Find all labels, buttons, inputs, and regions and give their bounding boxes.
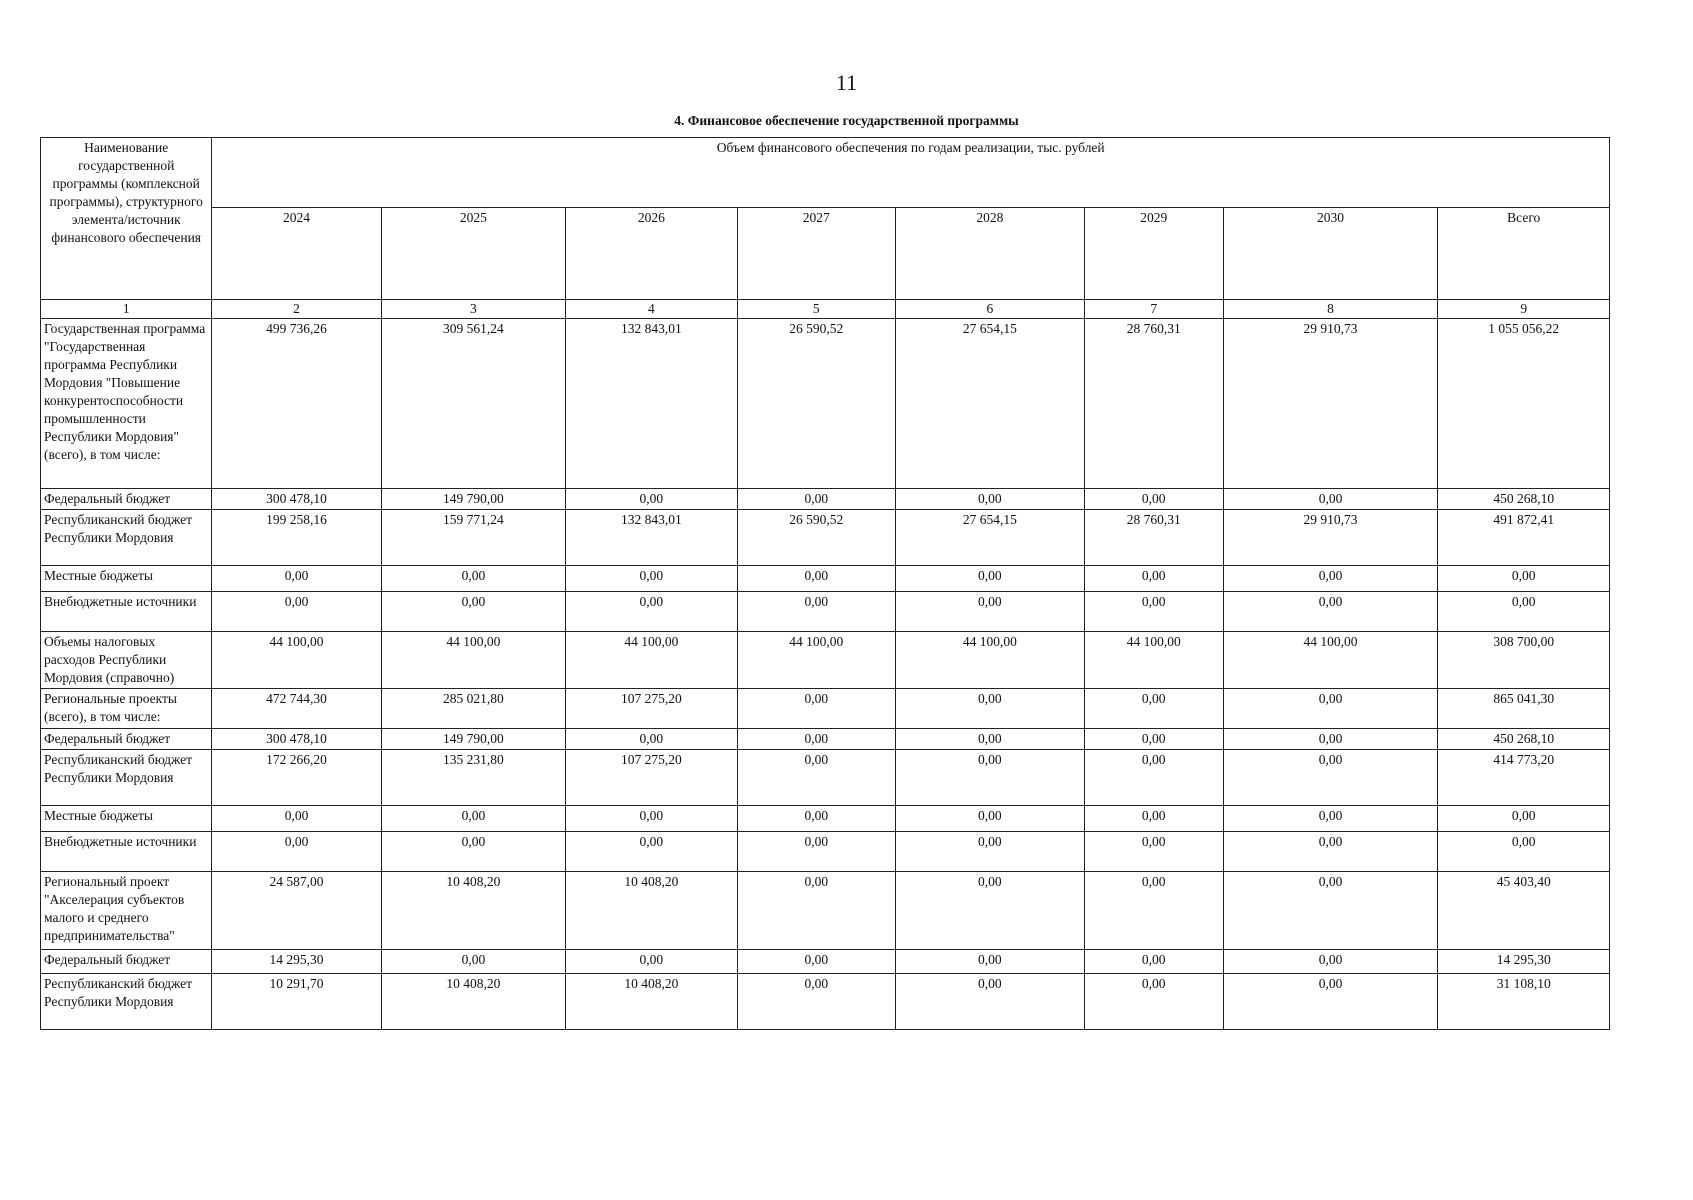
value-cell: 44 100,00 <box>1223 632 1438 689</box>
value-cell: 0,00 <box>1084 689 1223 729</box>
value-cell: 26 590,52 <box>737 510 895 566</box>
value-cell: 14 295,30 <box>212 950 381 974</box>
total-value-cell: 414 773,20 <box>1438 750 1610 806</box>
column-index: 7 <box>1084 300 1223 319</box>
value-cell: 0,00 <box>1084 729 1223 750</box>
value-cell: 0,00 <box>381 566 565 592</box>
table-row <box>41 510 1610 566</box>
value-cell: 0,00 <box>1084 566 1223 592</box>
column-index: 2 <box>212 300 381 319</box>
total-value-cell: 450 268,10 <box>1438 729 1610 750</box>
row-name-cell: Республиканский бюджет Республики Мордовия <box>41 974 212 1030</box>
value-cell: 0,00 <box>895 729 1084 750</box>
table-row <box>41 832 1610 872</box>
value-cell: 10 291,70 <box>212 974 381 1030</box>
row-name-cell: Региональные проекты (всего), в том числе: <box>41 689 212 729</box>
value-cell: 44 100,00 <box>895 632 1084 689</box>
value-cell: 29 910,73 <box>1223 319 1438 489</box>
value-cell: 0,00 <box>895 750 1084 806</box>
value-cell: 0,00 <box>1223 950 1438 974</box>
value-cell: 0,00 <box>1223 689 1438 729</box>
row-name-cell: Местные бюджеты <box>41 566 212 592</box>
total-value-cell: 308 700,00 <box>1438 632 1610 689</box>
row-name-cell: Федеральный бюджет <box>41 489 212 510</box>
value-cell: 44 100,00 <box>566 632 737 689</box>
value-cell: 149 790,00 <box>381 729 565 750</box>
total-value-cell: 1 055 056,22 <box>1438 319 1610 489</box>
value-cell: 172 266,20 <box>212 750 381 806</box>
value-cell: 0,00 <box>1084 832 1223 872</box>
table-row <box>41 566 1610 592</box>
year-header: 2029 <box>1084 208 1223 300</box>
value-cell: 0,00 <box>566 592 737 632</box>
value-cell: 0,00 <box>895 950 1084 974</box>
section-title: 4. Финансовое обеспечение государственной программы <box>674 113 1019 128</box>
value-cell: 0,00 <box>895 806 1084 832</box>
value-cell: 0,00 <box>895 566 1084 592</box>
value-cell: 0,00 <box>895 689 1084 729</box>
table-row <box>41 872 1610 950</box>
value-cell: 0,00 <box>737 689 895 729</box>
value-cell: 0,00 <box>1223 566 1438 592</box>
value-cell: 0,00 <box>566 566 737 592</box>
value-cell: 472 744,30 <box>212 689 381 729</box>
total-value-cell: 0,00 <box>1438 566 1610 592</box>
value-cell: 135 231,80 <box>381 750 565 806</box>
value-cell: 27 654,15 <box>895 510 1084 566</box>
row-name-cell: Государственная программа "Государственная программа Республики Мордовия "Повышение конкурентоспособности промышленности Республики Мордовия" (всего), в том числе: <box>41 319 212 489</box>
year-header: 2028 <box>895 208 1084 300</box>
value-cell: 44 100,00 <box>212 632 381 689</box>
column-index: 3 <box>381 300 565 319</box>
value-cell: 0,00 <box>381 806 565 832</box>
value-cell: 0,00 <box>1084 950 1223 974</box>
year-header: 2030 <box>1223 208 1438 300</box>
table-row <box>41 489 1610 510</box>
value-cell: 28 760,31 <box>1084 510 1223 566</box>
value-cell: 10 408,20 <box>381 872 565 950</box>
page-number: 11 <box>835 70 858 95</box>
value-cell: 107 275,20 <box>566 689 737 729</box>
header-row-years <box>41 208 1610 300</box>
value-cell: 0,00 <box>381 592 565 632</box>
value-cell: 0,00 <box>1223 872 1438 950</box>
value-cell: 0,00 <box>212 806 381 832</box>
header-name-cell: Наименование государственной программы (комплексной программы), структурного элемента/источник финансового обеспечения <box>41 138 212 300</box>
row-name-cell: Местные бюджеты <box>41 806 212 832</box>
value-cell: 0,00 <box>212 832 381 872</box>
value-cell: 0,00 <box>737 729 895 750</box>
value-cell: 0,00 <box>737 806 895 832</box>
financing-table <box>40 137 1610 1030</box>
value-cell: 0,00 <box>1223 806 1438 832</box>
value-cell: 44 100,00 <box>381 632 565 689</box>
index-row <box>41 300 1610 319</box>
value-cell: 309 561,24 <box>381 319 565 489</box>
column-index: 4 <box>566 300 737 319</box>
value-cell: 0,00 <box>212 592 381 632</box>
value-cell: 499 736,26 <box>212 319 381 489</box>
value-cell: 0,00 <box>737 872 895 950</box>
row-name-cell: Объемы налоговых расходов Республики Мордовия (справочно) <box>41 632 212 689</box>
value-cell: 0,00 <box>895 592 1084 632</box>
value-cell: 159 771,24 <box>381 510 565 566</box>
value-cell: 285 021,80 <box>381 689 565 729</box>
value-cell: 0,00 <box>566 950 737 974</box>
value-cell: 0,00 <box>1084 872 1223 950</box>
year-header: 2027 <box>737 208 895 300</box>
total-value-cell: 865 041,30 <box>1438 689 1610 729</box>
total-value-cell: 31 108,10 <box>1438 974 1610 1030</box>
row-name-cell: Республиканский бюджет Республики Мордовия <box>41 750 212 806</box>
table-row <box>41 729 1610 750</box>
value-cell: 44 100,00 <box>1084 632 1223 689</box>
row-name-cell: Федеральный бюджет <box>41 729 212 750</box>
row-name-cell: Внебюджетные источники <box>41 592 212 632</box>
total-value-cell: 45 403,40 <box>1438 872 1610 950</box>
value-cell: 0,00 <box>566 489 737 510</box>
value-cell: 149 790,00 <box>381 489 565 510</box>
total-value-cell: 0,00 <box>1438 806 1610 832</box>
value-cell: 0,00 <box>1223 729 1438 750</box>
value-cell: 0,00 <box>737 566 895 592</box>
table-row <box>41 689 1610 729</box>
column-index: 8 <box>1223 300 1438 319</box>
value-cell: 0,00 <box>895 832 1084 872</box>
table-row <box>41 974 1610 1030</box>
value-cell: 10 408,20 <box>381 974 565 1030</box>
value-cell: 10 408,20 <box>566 974 737 1030</box>
total-value-cell: 0,00 <box>1438 832 1610 872</box>
value-cell: 0,00 <box>737 489 895 510</box>
table-row <box>41 806 1610 832</box>
year-header: 2026 <box>566 208 737 300</box>
value-cell: 132 843,01 <box>566 319 737 489</box>
value-cell: 0,00 <box>895 974 1084 1030</box>
value-cell: 28 760,31 <box>1084 319 1223 489</box>
row-name-cell: Федеральный бюджет <box>41 950 212 974</box>
value-cell: 0,00 <box>1084 592 1223 632</box>
header-row-group <box>41 138 1610 208</box>
value-cell: 44 100,00 <box>737 632 895 689</box>
value-cell: 0,00 <box>737 974 895 1030</box>
value-cell: 0,00 <box>1223 489 1438 510</box>
column-index: 6 <box>895 300 1084 319</box>
value-cell: 0,00 <box>737 950 895 974</box>
row-name-cell: Республиканский бюджет Республики Мордовия <box>41 510 212 566</box>
value-cell: 0,00 <box>381 950 565 974</box>
value-cell: 199 258,16 <box>212 510 381 566</box>
value-cell: 132 843,01 <box>566 510 737 566</box>
value-cell: 0,00 <box>212 566 381 592</box>
header-group-cell: Объем финансового обеспечения по годам реализации, тыс. рублей <box>212 138 1610 208</box>
value-cell: 27 654,15 <box>895 319 1084 489</box>
value-cell: 0,00 <box>1084 489 1223 510</box>
value-cell: 107 275,20 <box>566 750 737 806</box>
year-header: 2025 <box>381 208 565 300</box>
row-name-cell: Внебюджетные источники <box>41 832 212 872</box>
total-value-cell: 491 872,41 <box>1438 510 1610 566</box>
value-cell: 0,00 <box>566 806 737 832</box>
value-cell: 24 587,00 <box>212 872 381 950</box>
total-value-cell: 0,00 <box>1438 592 1610 632</box>
table-row <box>41 319 1610 489</box>
value-cell: 0,00 <box>1223 832 1438 872</box>
value-cell: 0,00 <box>737 750 895 806</box>
row-name-cell: Региональный проект "Акселерация субъектов малого и среднего предпринимательства" <box>41 872 212 950</box>
value-cell: 0,00 <box>1223 974 1438 1030</box>
value-cell: 0,00 <box>1223 750 1438 806</box>
total-header: Всего <box>1438 208 1610 300</box>
value-cell: 0,00 <box>1084 750 1223 806</box>
value-cell: 0,00 <box>566 832 737 872</box>
column-index: 1 <box>41 300 212 319</box>
table-row <box>41 950 1610 974</box>
value-cell: 300 478,10 <box>212 729 381 750</box>
value-cell: 300 478,10 <box>212 489 381 510</box>
value-cell: 0,00 <box>895 872 1084 950</box>
value-cell: 0,00 <box>1084 974 1223 1030</box>
value-cell: 0,00 <box>381 832 565 872</box>
table-row <box>41 632 1610 689</box>
table-row <box>41 750 1610 806</box>
value-cell: 0,00 <box>1223 592 1438 632</box>
value-cell: 0,00 <box>1084 806 1223 832</box>
total-value-cell: 450 268,10 <box>1438 489 1610 510</box>
value-cell: 0,00 <box>737 832 895 872</box>
column-index: 9 <box>1438 300 1610 319</box>
table-row <box>41 592 1610 632</box>
year-header: 2024 <box>212 208 381 300</box>
total-value-cell: 14 295,30 <box>1438 950 1610 974</box>
column-index: 5 <box>737 300 895 319</box>
value-cell: 0,00 <box>566 729 737 750</box>
value-cell: 0,00 <box>895 489 1084 510</box>
value-cell: 29 910,73 <box>1223 510 1438 566</box>
value-cell: 26 590,52 <box>737 319 895 489</box>
value-cell: 0,00 <box>737 592 895 632</box>
value-cell: 10 408,20 <box>566 872 737 950</box>
